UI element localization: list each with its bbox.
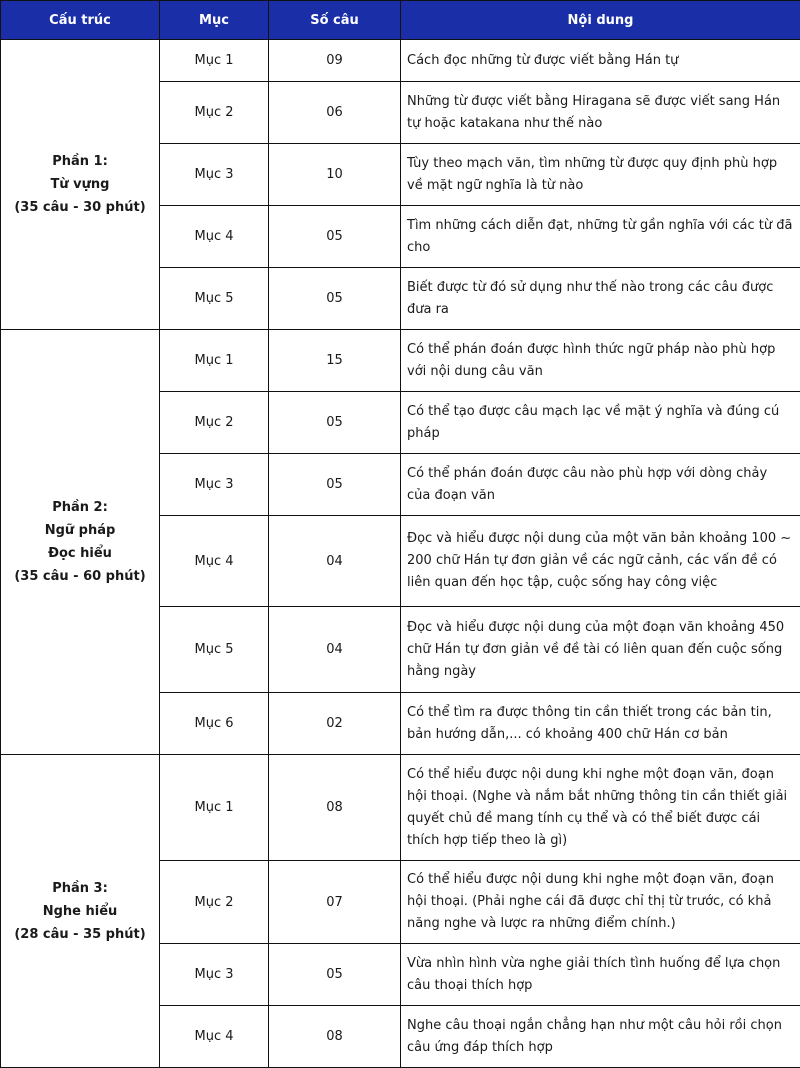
section-cell: Mục 3: [160, 944, 269, 1006]
content-cell: Tùy theo mạch văn, tìm những từ được quy định phù hợp về mặt ngữ nghĩa là từ nào: [401, 144, 800, 206]
count-cell: 04: [269, 516, 401, 607]
part-cell: [1, 755, 160, 1068]
content-cell: Có thể hiểu được nội dung khi nghe một đoạn văn, đoạn hội thoại. (Nghe và nắm bắt những thông tin cần thiết giải quyết chủ đề mang tính cụ thể và có thể biết được cái thích hợp tiếp theo là gì): [401, 755, 800, 861]
count-cell: 05: [269, 392, 401, 454]
count-cell: 05: [269, 206, 401, 268]
content-cell: Có thể hiểu được nội dung khi nghe một đoạn văn, đoạn hội thoại. (Phải nghe cái đã được chỉ thị từ trước, có khả năng nghe và lược ra những điểm chính.): [401, 861, 800, 944]
count-cell: 05: [269, 268, 401, 330]
part-detail: (28 câu - 35 phút): [7, 923, 153, 946]
section-cell: Mục 4: [160, 1006, 269, 1068]
count-cell: 15: [269, 330, 401, 392]
content-cell: Có thể phán đoán được hình thức ngữ pháp nào phù hợp với nội dung câu văn: [401, 330, 800, 392]
content-cell: Tìm những cách diễn đạt, những từ gần nghĩa với các từ đã cho: [401, 206, 800, 268]
count-cell: 09: [269, 40, 401, 82]
content-cell: Nghe câu thoại ngắn chẳng hạn như một câu hỏi rồi chọn câu ứng đáp thích hợp: [401, 1006, 800, 1068]
part-cell: [1, 330, 160, 755]
section-cell: Mục 4: [160, 206, 269, 268]
section-cell: Mục 6: [160, 693, 269, 755]
content-cell: Những từ được viết bằng Hiragana sẽ được viết sang Hán tự hoặc katakana như thế nào: [401, 82, 800, 144]
count-cell: 08: [269, 1006, 401, 1068]
section-cell: Mục 3: [160, 454, 269, 516]
part-subtitle: Ngữ pháp: [7, 519, 153, 542]
part-cell: [1, 40, 160, 330]
content-cell: Có thể tạo được câu mạch lạc về mặt ý nghĩa và đúng cú pháp: [401, 392, 800, 454]
count-cell: 02: [269, 693, 401, 755]
section-cell: Mục 2: [160, 861, 269, 944]
section-cell: Mục 5: [160, 607, 269, 693]
section-cell: Mục 2: [160, 82, 269, 144]
content-cell: Có thể tìm ra được thông tin cần thiết trong các bản tin, bản hướng dẫn,... có khoảng 400 chữ Hán cơ bản: [401, 693, 800, 755]
content-cell: Cách đọc những từ được viết bằng Hán tự: [401, 40, 800, 82]
part-subtitle: Nghe hiểu: [7, 900, 153, 923]
header-row: [1, 1, 800, 40]
part-subtitle: Đọc hiểu: [7, 542, 153, 565]
content-cell: Vừa nhìn hình vừa nghe giải thích tình huống để lựa chọn câu thoại thích hợp: [401, 944, 800, 1006]
section-cell: Mục 4: [160, 516, 269, 607]
content-cell: Biết được từ đó sử dụng như thế nào trong các câu được đưa ra: [401, 268, 800, 330]
table-row: [1, 755, 800, 861]
section-cell: Mục 1: [160, 40, 269, 82]
count-cell: 07: [269, 861, 401, 944]
content-cell: Có thể phán đoán được câu nào phù hợp với dòng chảy của đoạn văn: [401, 454, 800, 516]
section-cell: Mục 1: [160, 330, 269, 392]
count-cell: 05: [269, 454, 401, 516]
part-detail: (35 câu - 60 phút): [7, 565, 153, 588]
count-cell: 05: [269, 944, 401, 1006]
section-cell: Mục 1: [160, 755, 269, 861]
part-subtitle: Từ vựng: [7, 173, 153, 196]
table-row: [1, 40, 800, 82]
section-cell: Mục 3: [160, 144, 269, 206]
content-cell: Đọc và hiểu được nội dung của một văn bản khoảng 100 ~ 200 chữ Hán tự đơn giản về các ngữ cảnh, các vấn đề có liên quan đến học tập, cuộc sống hay công việc: [401, 516, 800, 607]
part-title: Phần 1:: [7, 150, 153, 173]
count-cell: 08: [269, 755, 401, 861]
header-structure: Cấu trúc: [1, 1, 160, 40]
table-row: [1, 330, 800, 392]
count-cell: 10: [269, 144, 401, 206]
header-section: Mục: [160, 1, 269, 40]
header-content: Nội dung: [401, 1, 800, 40]
content-cell: Đọc và hiểu được nội dung của một đoạn văn khoảng 450 chữ Hán tự đơn giản về đề tài có liên quan đến cuộc sống hằng ngày: [401, 607, 800, 693]
part-title: Phần 3:: [7, 877, 153, 900]
section-cell: Mục 5: [160, 268, 269, 330]
section-cell: Mục 2: [160, 392, 269, 454]
table-body: [1, 40, 800, 1068]
part-detail: (35 câu - 30 phút): [7, 196, 153, 219]
header-count: Số câu: [269, 1, 401, 40]
count-cell: 06: [269, 82, 401, 144]
part-title: Phần 2:: [7, 496, 153, 519]
count-cell: 04: [269, 607, 401, 693]
